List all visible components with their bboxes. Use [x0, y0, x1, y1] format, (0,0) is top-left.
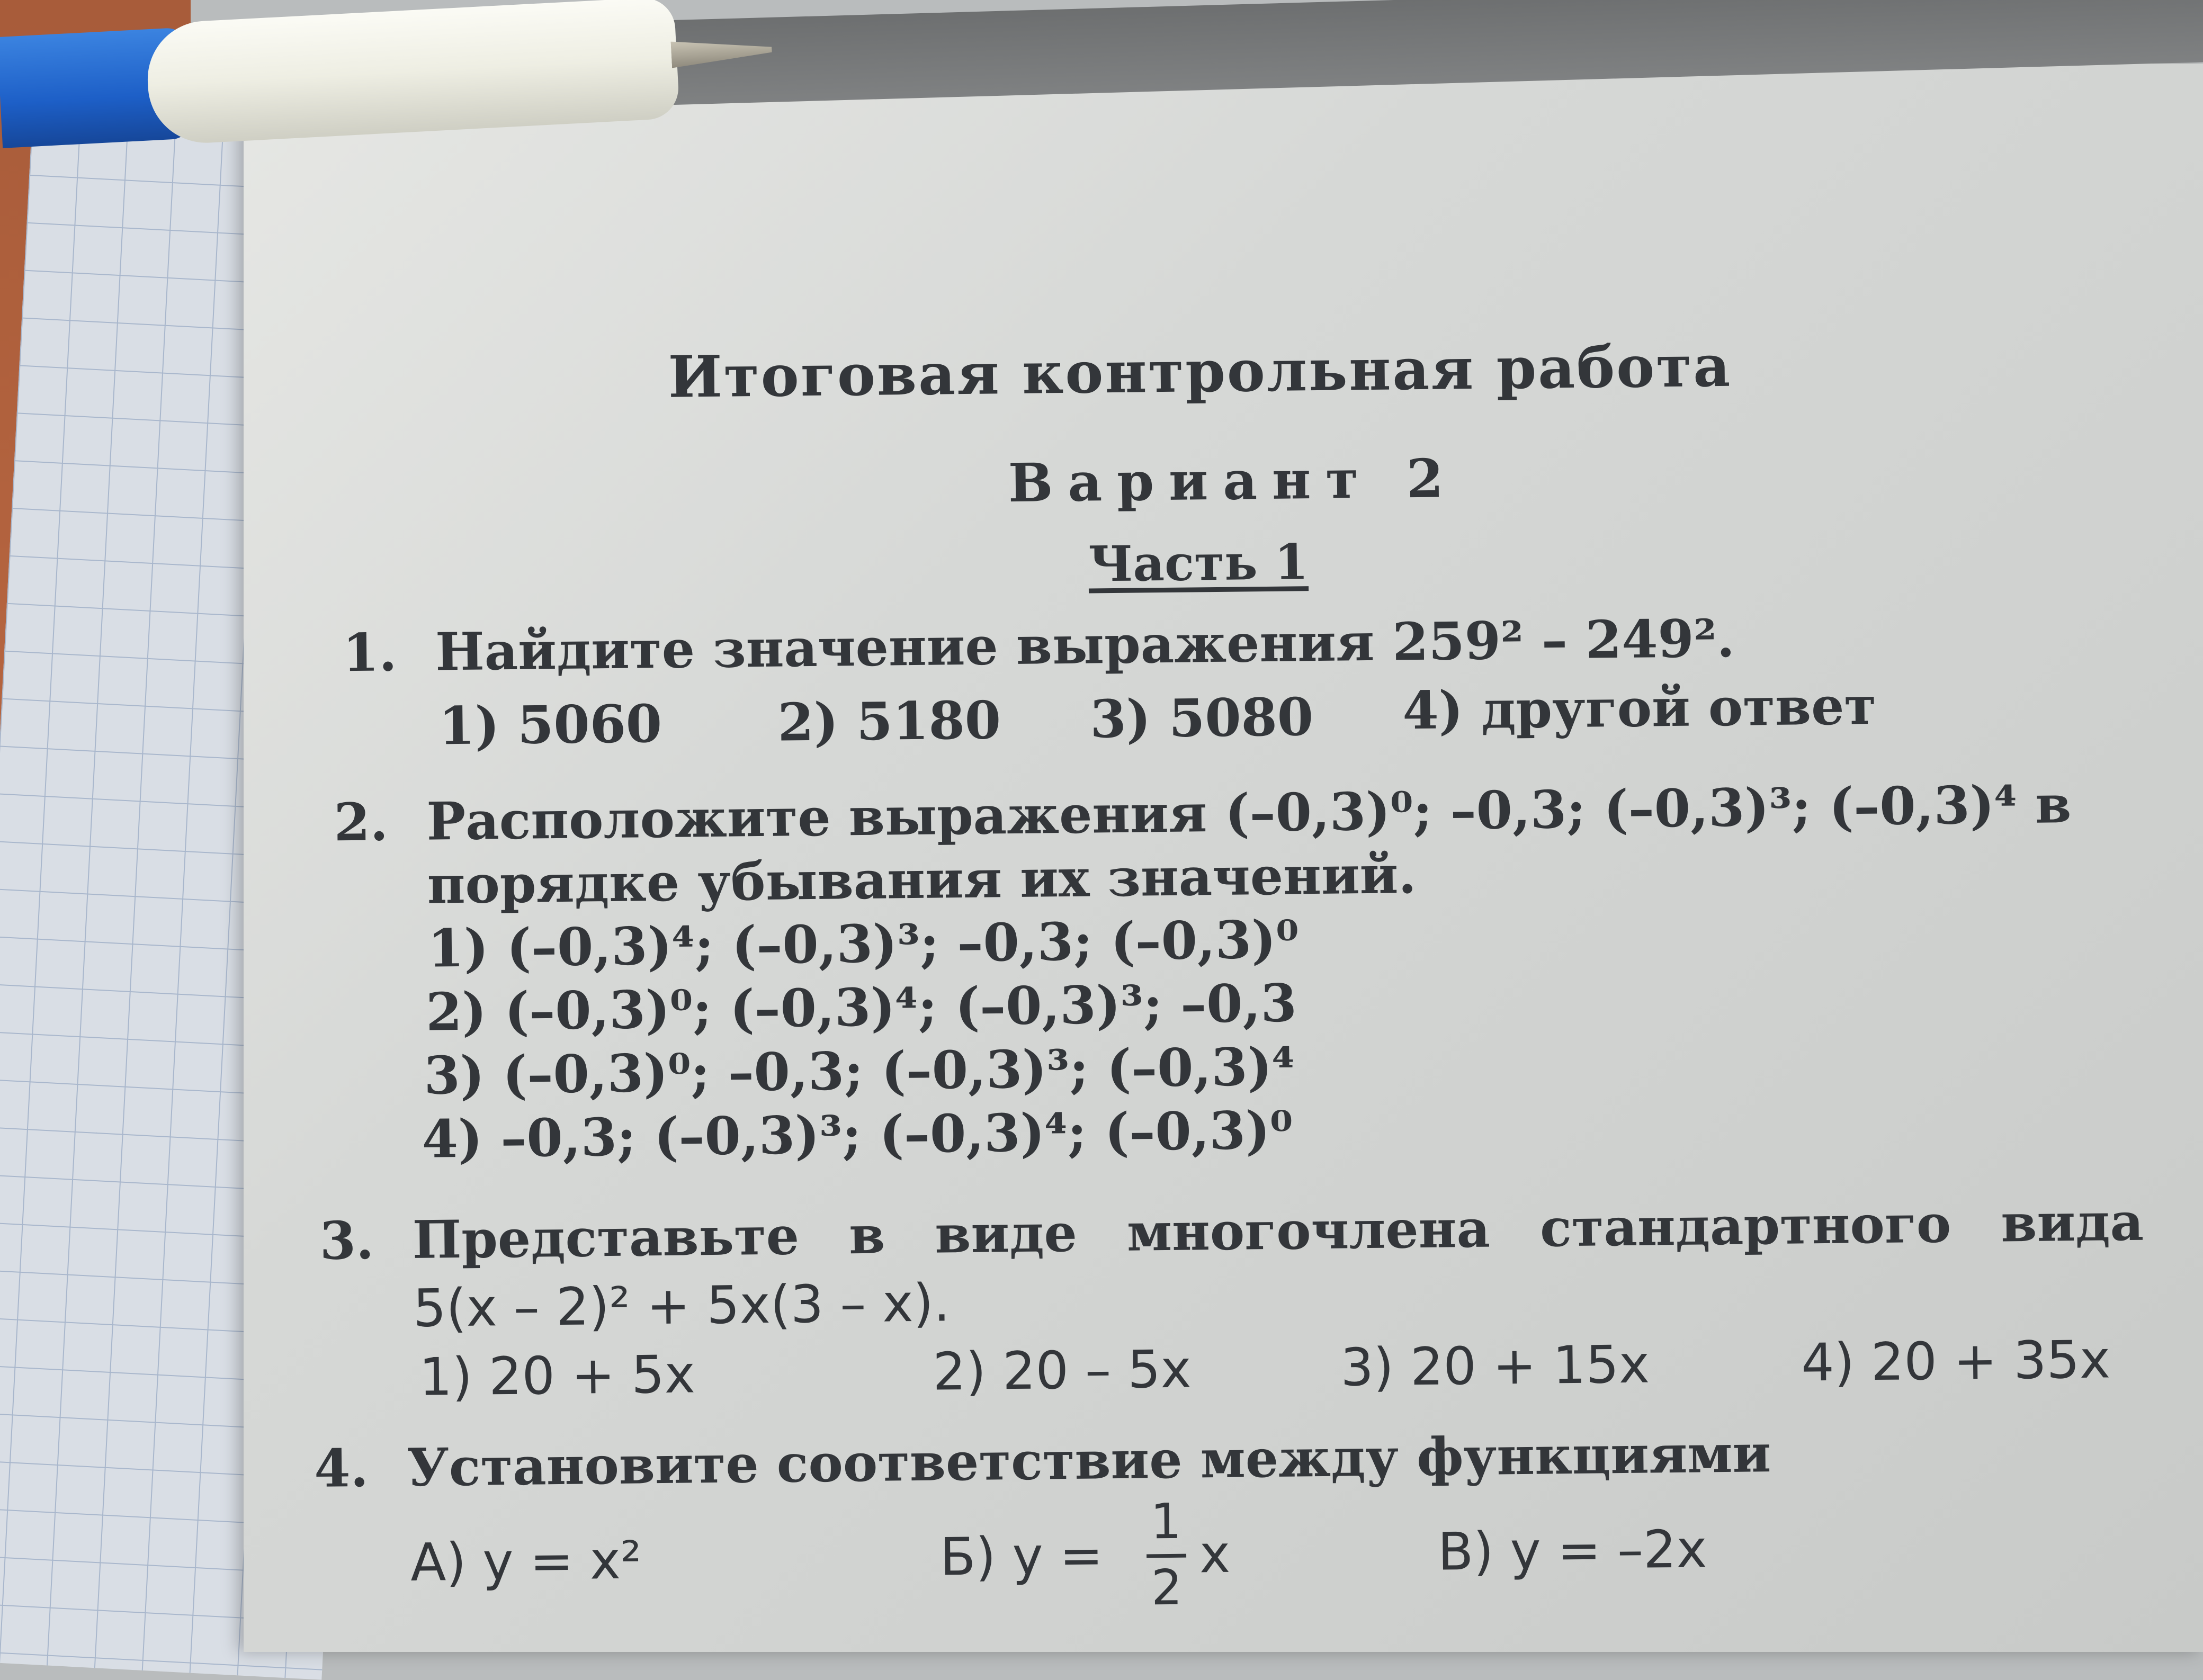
question-number: 2.	[333, 792, 389, 854]
answer-option: 3) 5080	[1089, 687, 1314, 750]
question-3	[319, 1192, 2144, 1272]
answer-option: 4) 20 + 35x	[1801, 1329, 2111, 1394]
question-number: 3.	[319, 1210, 374, 1272]
function-option: Б) y =	[939, 1525, 1104, 1588]
answer-option: 2) 5180	[777, 690, 1001, 753]
part-heading: Часть 1	[1088, 533, 1309, 593]
question-text: Найдите значение выражения 259² – 249².	[435, 608, 1735, 683]
answer-option: 1) 20 + 5x	[418, 1344, 696, 1408]
answer-option: 2) (–0,3)⁰; (–0,3)⁴; (–0,3)³; –0,3	[425, 973, 1297, 1043]
fraction-numerator: 1	[1150, 1493, 1182, 1550]
question-text-continued: порядке убывания их значений.	[427, 845, 1417, 916]
fraction-denominator: 2	[1151, 1559, 1183, 1616]
document-title: Итоговая контрольная работа	[668, 333, 1732, 411]
answer-option: 1) 5060	[438, 693, 662, 757]
answer-option: 2) 20 – 5x	[932, 1339, 1192, 1403]
question-number: 1.	[342, 622, 398, 684]
question-2	[334, 774, 2072, 853]
question-1	[343, 608, 1735, 684]
fraction	[1146, 1493, 1187, 1626]
question-number: 4.	[314, 1438, 369, 1499]
answer-option: 4) –0,3; (–0,3)³; (–0,3)⁴; (–0,3)⁰	[422, 1100, 1293, 1170]
function-option-variable: x	[1199, 1524, 1231, 1585]
answer-option: 4) другой ответ	[1402, 675, 1877, 742]
question-text: Представьте в виде многочлена стандартного вида	[412, 1191, 2144, 1271]
function-option: В) y = –2x	[1437, 1519, 1707, 1583]
variant-heading: Вариант 2	[1008, 447, 1459, 515]
answer-option: 3) (–0,3)⁰; –0,3; (–0,3)³; (–0,3)⁴	[423, 1036, 1295, 1107]
question-text: Расположите выражения (–0,3)⁰; –0,3; (–0,3)³; (–0,3)⁴ в	[426, 774, 2072, 852]
function-option: А) y = x²	[410, 1530, 642, 1593]
question-expression: 5(x – 2)² + 5x(3 – x).	[413, 1273, 951, 1339]
answer-option: 1) (–0,3)⁴; (–0,3)³; –0,3; (–0,3)⁰	[427, 909, 1300, 980]
question-text: Установите соответствие между функциями	[406, 1423, 1771, 1499]
answer-option: 3) 20 + 15x	[1340, 1334, 1650, 1398]
fraction-bar	[1147, 1554, 1186, 1558]
question-4	[314, 1423, 1771, 1499]
